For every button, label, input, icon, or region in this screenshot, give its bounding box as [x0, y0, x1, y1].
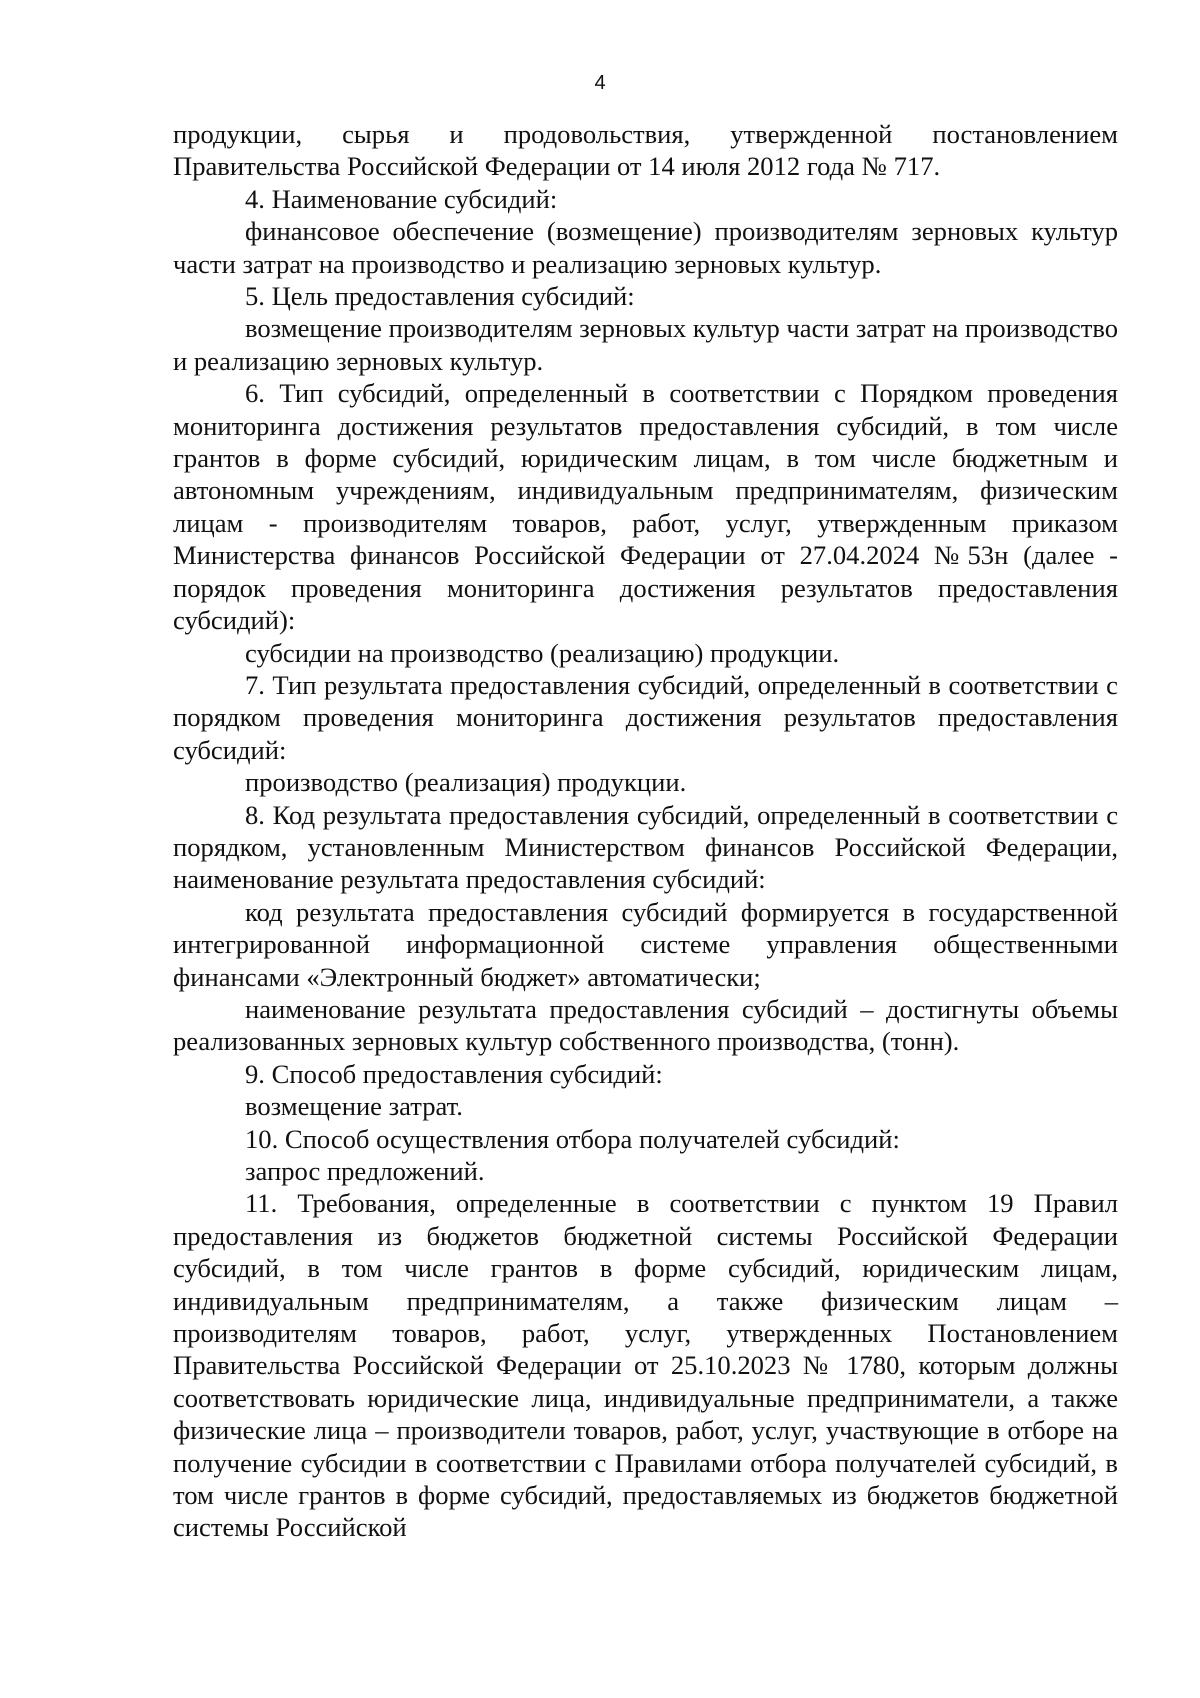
paragraph-item-4-text: финансовое обеспечение (возмещение) производителям зерновых культур части затрат на производство и реализацию зерновых культур. [173, 216, 1118, 279]
paragraph-item-6-heading: 6. Тип субсидий, определенный в соответствии с Порядком проведения мониторинга достижения результатов предоставления субсидий, в том числе грантов в форме субсидий, юридическим лицам, в том числе бюджетным и автономным учреждениям, индивидуальным предпринимателям, физическим лицам - производителям товаров, работ, услуг, утвержденным приказом Министерства финансов Российской Федерации от 27.04.2024 №53н (далее - порядок проведения мониторинга достижения результатов предоставления субсидий): [173, 378, 1118, 636]
paragraph-item-10-heading: 10. Способ осуществления отбора получателей субсидий: [245, 1123, 900, 1154]
document-body [173, 118, 1118, 1544]
page-number: 4 [594, 72, 606, 94]
paragraph-item-5-heading: 5. Цель предоставления субсидий: [245, 281, 635, 312]
paragraph-continuation: продукции, сырья и продовольствия, утвержденной постановлением Правительства Российской Федерации от 14 июля 2012 года № 717. [173, 119, 1118, 182]
paragraph-item-8-heading: 8. Код результата предоставления субсидий, определенный в соответствии с порядком, установленным Министерством финансов Российской Федерации, наименование результата предоставления субсидий: [173, 799, 1118, 895]
paragraph-item-7-heading: 7. Тип результата предоставления субсидий, определенный в соответствии с порядком проведения мониторинга достижения результатов предоставления субсидий: [173, 669, 1118, 765]
paragraph-item-11-text: 11. Требования, определенные в соответствии с пунктом 19 Правил предоставления из бюджетов бюджетной системы Российской Федерации субсидий, в том числе грантов в форме субсидий, юридическим лицам, индивидуальным предпринимателям, а также физическим лицам – производителям товаров, работ, услуг, утвержденных Постановлением Правительства Российской Федерации от 25.10.2023 № 1780, которым должны соответствовать юридические лица, индивидуальные предприниматели, а также физические лица – производители товаров, работ, услуг, участвующие в отборе на получение субсидии в соответствии с Правилами отбора получателей субсидий, в том числе грантов в форме субсидий, предоставляемых из бюджетов бюджетной системы Российской [173, 1188, 1118, 1543]
paragraph-item-5-text: возмещение производителям зерновых культур части затрат на производство и реализацию зерновых культур. [173, 313, 1118, 376]
paragraph-item-4-heading: 4. Наименование субсидий: [245, 183, 558, 214]
paragraph-item-8-code: код результата предоставления субсидий формируется в государственной интегрированной информационной системе управления общественными финансами «Электронный бюджет» автоматически; [173, 896, 1118, 992]
paragraph-item-9-heading: 9. Способ предоставления субсидий: [245, 1058, 663, 1089]
paragraph-item-8-name: наименование результата предоставления субсидий – достигнуты объемы реализованных зерновых культур собственного производства, (тонн). [173, 993, 1118, 1057]
paragraph-item-10-text: запрос предложений. [245, 1156, 485, 1186]
paragraph-item-7-text: производство (реализация) продукции. [245, 767, 687, 798]
paragraph-item-6-text: субсидии на производство (реализацию) продукции. [245, 637, 840, 668]
paragraph-item-9-text: возмещение затрат. [245, 1091, 463, 1122]
